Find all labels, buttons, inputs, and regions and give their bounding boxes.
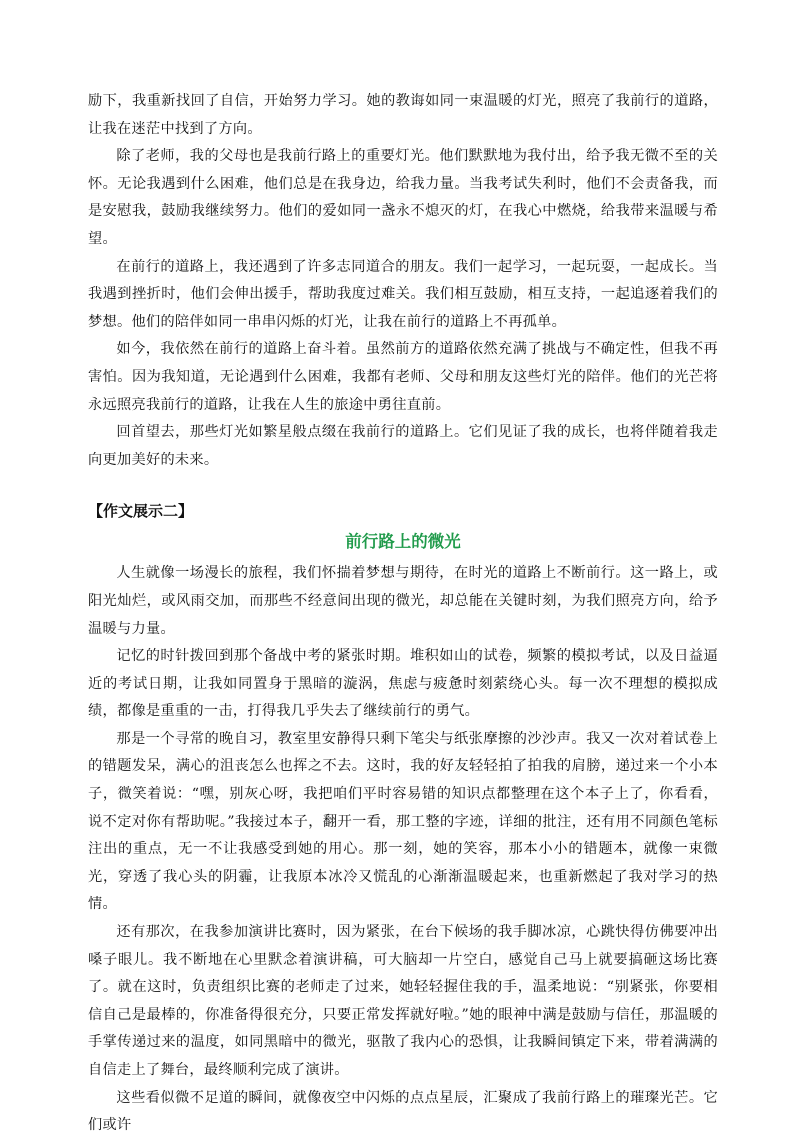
- paragraph: 如今，我依然在前行的道路上奋斗着。虽然前方的道路依然充满了挑战与不确定性，但我不再害怕。因为我知道，无论遇到什么困难，我都有老师、父母和朋友这些灯光的陪伴。他们的光芒将永远照亮我前行的道路，让我在人生的旅途中勇往直前。: [88, 341, 718, 413]
- paragraph: 这些看似微不足道的瞬间，就像夜空中闪烁的点点星辰，汇聚成了我前行路上的璀璨光芒。它们或许: [88, 1089, 718, 1134]
- paragraph: 还有那次，在我参加演讲比赛时，因为紧张，在台下候场的我手脚冰凉，心跳快得仿佛要冲出嗓子眼儿。我不断地在心里默念着演讲稿，可大脑却一片空白，感觉自己马上就要搞砸这场比赛了。就在这时，负责组织比赛的老师走了过来，她轻轻握住我的手，温柔地说：“别紧张，你要相信自己是最棒的，你准备得很充分，只要正常发挥就好啦。”她的眼神中满是鼓励与信任，那温暖的手掌传递过来的温度，如同黑暗中的微光，驱散了我内心的恐惧，让我瞬间镇定下来，带着满满的自信走上了舞台，最终顺利完成了演讲。: [88, 924, 718, 1078]
- essay-two-body: [88, 560, 718, 1139]
- paragraph: 回首望去，那些灯光如繁星般点缀在我前行的道路上。它们见证了我的成长，也将伴随着我走向更加美好的未来。: [88, 424, 718, 468]
- paragraph: 励下，我重新找回了自信，开始努力学习。她的教诲如同一束温暖的灯光，照亮了我前行的道路，让我在迷茫中找到了方向。: [88, 93, 718, 137]
- paragraph: 除了老师，我的父母也是我前行路上的重要灯光。他们默默地为我付出，给予我无微不至的关怀。无论我遇到什么困难，他们总是在我身边，给我力量。当我考试失利时，他们不会责备我，而是安慰我，鼓励我继续努力。他们的爱如同一盏永不熄灭的灯，在我心中燃烧，给我带来温暖与希望。: [88, 148, 718, 247]
- paragraph: 在前行的道路上，我还遇到了许多志同道合的朋友。我们一起学习，一起玩耍，一起成长。当我遇到挫折时，他们会伸出援手，帮助我度过难关。我们相互鼓励，相互支持，一起追逐着我们的梦想。他们的陪伴如同一串串闪烁的灯光，让我在前行的道路上不再孤单。: [88, 258, 718, 330]
- section-heading: 【作文展示二】: [88, 502, 194, 521]
- paragraph: 那是一个寻常的晚自习，教室里安静得只剩下笔尖与纸张摩擦的沙沙声。我又一次对着试卷上的错题发呆，满心的沮丧怎么也挥之不去。这时，我的好友轻轻拍了拍我的肩膀，递过来一个小本子，微笑着说：“嘿，别灰心呀，我把咱们平时容易错的知识点都整理在这个本子上了，你看看，说不定对你有帮助呢。”我接过本子，翻开一看，那工整的字迹，详细的批注，还有用不同颜色笔标注出的重点，无一不让我感受到她的用心。那一刻，她的笑容，那本小小的错题本，就像一束微光，穿透了我心头的阴霾，让我原本冰冷又慌乱的心渐渐温暖起来，也重新燃起了我对学习的热情。: [88, 730, 718, 913]
- paragraph: 记忆的时针拨回到那个备战中考的紧张时期。堆积如山的试卷，频繁的模拟考试，以及日益逼近的考试日期，让我如同置身于黑暗的漩涡，焦虑与疲惫时刻萦绕心头。每一次不理想的模拟成绩，都像是重重的一击，打得我几乎失去了继续前行的勇气。: [88, 648, 718, 720]
- paragraph: 人生就像一场漫长的旅程，我们怀揣着梦想与期待，在时光的道路上不断前行。这一路上，或阳光灿烂，或风雨交加，而那些不经意间出现的微光，却总能在关键时刻，为我们照亮方向，给予温暖与力量。: [88, 565, 718, 637]
- essay-one-continuation: [88, 88, 718, 474]
- document-page: [88, 88, 718, 1140]
- essay-title: 前行路上的微光: [345, 532, 461, 552]
